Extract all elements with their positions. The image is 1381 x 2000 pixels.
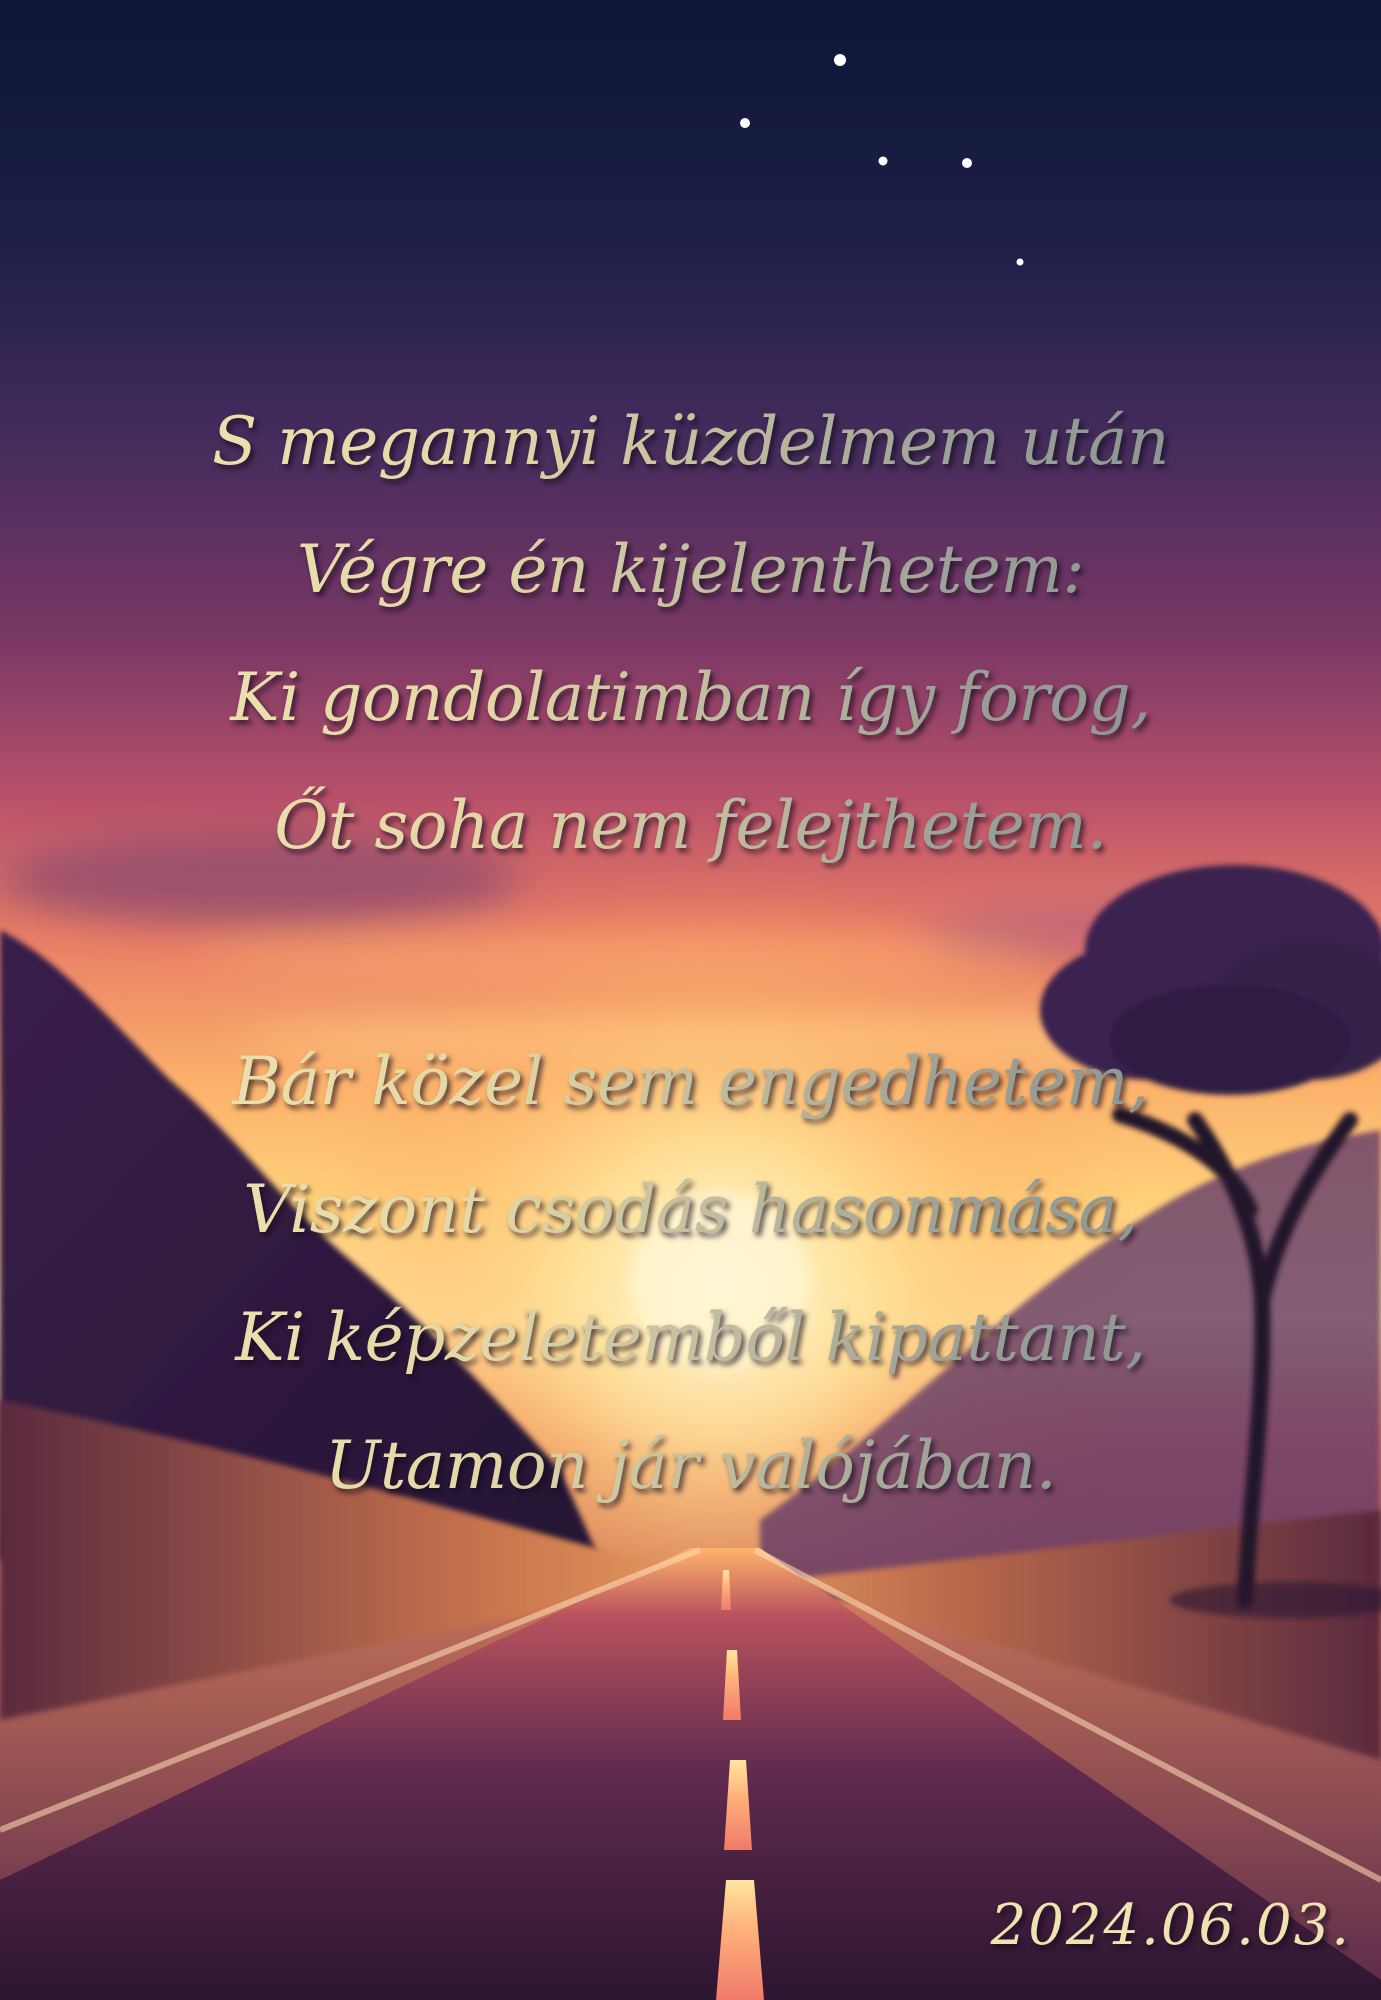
poem-line: S megannyi küzdelmem után xyxy=(0,378,1381,506)
poem-line: Bár közel sem engedhetem, xyxy=(0,1018,1381,1146)
poem-line: Ki gondolatimban így forog, xyxy=(0,634,1381,762)
poem-stanza-1 xyxy=(0,378,1381,890)
poem-line: Utamon jár valójában. xyxy=(0,1402,1381,1530)
date-stamp: 2024.06.03. xyxy=(990,1893,1351,1958)
poem xyxy=(0,378,1381,1530)
poem-line: Végre én kijelenthetem: xyxy=(0,506,1381,634)
poem-line: Viszont csodás hasonmása, xyxy=(0,1146,1381,1274)
poem-stanza-2 xyxy=(0,1018,1381,1530)
poem-line: Őt soha nem felejthetem. xyxy=(0,762,1381,890)
poem-line: Ki képzeletemből kipattant, xyxy=(0,1274,1381,1402)
